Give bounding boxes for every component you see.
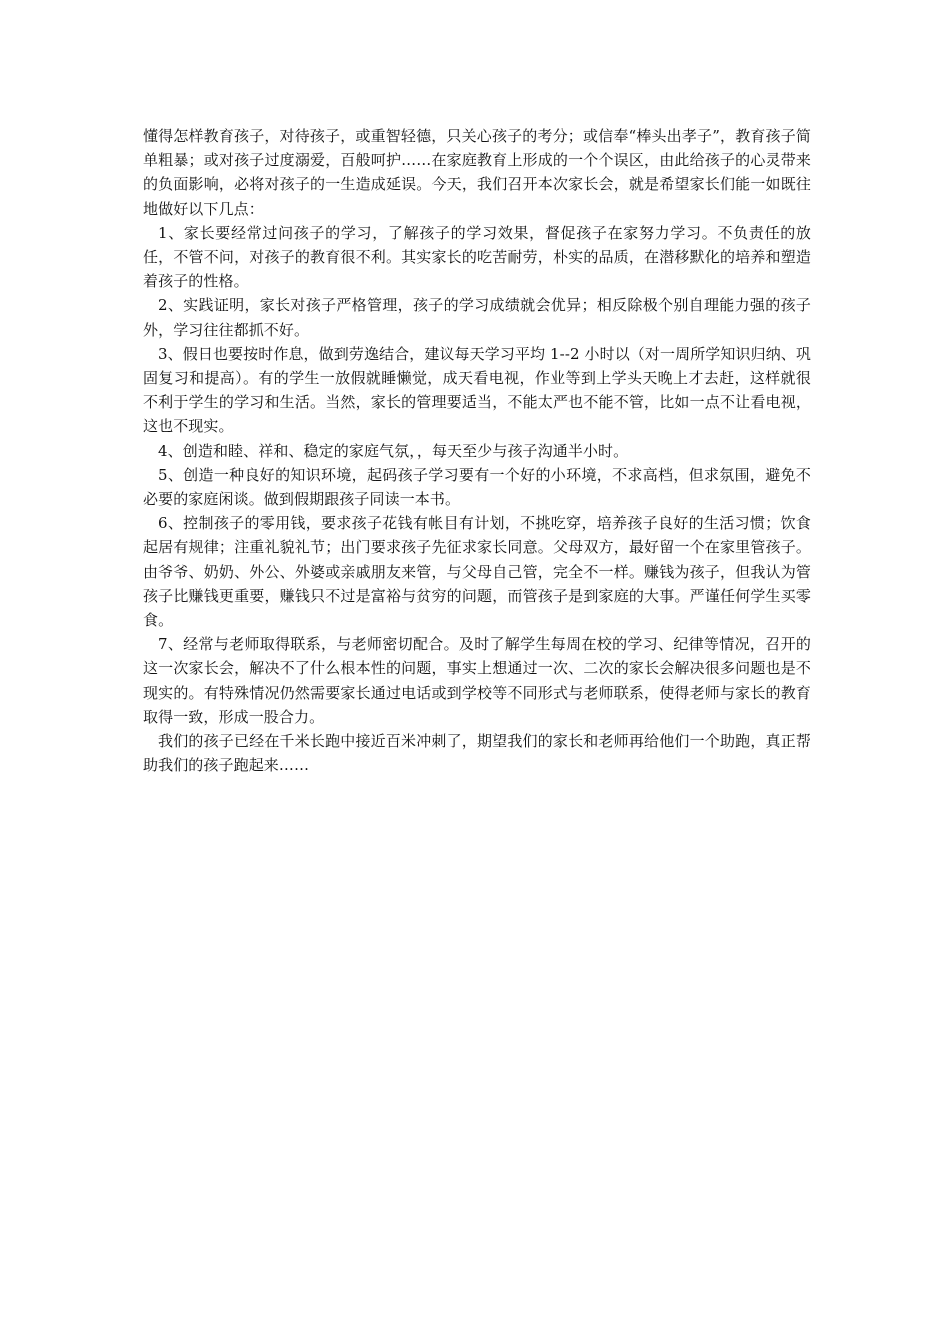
point-4-paragraph: 4、创造和睦、祥和、稳定的家庭气氛，，每天至少与孩子沟通半小时。 [158,441,629,460]
document-body [143,124,811,777]
closing-paragraph: 我们的孩子已经在千米长跑中接近百米冲刺了，期望我们的家长和老师再给他们一个助跑，真正帮助我们的孩子跑起来…… [143,732,811,775]
point-7-paragraph: 7、经常与老师取得联系，与老师密切配合。及时了解学生每周在校的学习、纪律等情况，召开的这一次家长会，解决不了什么根本性的问题，事实上想通过一次、二次的家长会解决很多问题也是不现实的。有特殊情况仍然需要家长通过电话或到学校等不同形式与老师联系，使得老师与家长的教育取得一致，形成一股合力。 [143,635,811,726]
point-6-paragraph: 6、控制孩子的零用钱，要求孩子花钱有帐目有计划，不挑吃穿，培养孩子良好的生活习惯；饮食起居有规律；注重礼貌礼节；出门要求孩子先征求家长同意。父母双方，最好留一个在家里管孩子。由爷爷、奶奶、外公、外婆或亲戚朋友来管，与父母自己管，完全不一样。赚钱为孩子，但我认为管孩子比赚钱更重要，赚钱只不过是富裕与贫穷的问题，而管孩子是到家庭的大事。严谨任何学生买零食。 [143,514,811,630]
point-5-paragraph: 5、创造一种良好的知识环境，起码孩子学习要有一个好的小环境，不求高档，但求氛围，避免不必要的家庭闲谈。做到假期跟孩子同读一本书。 [143,465,811,509]
point-2-paragraph: 2、实践证明，家长对孩子严格管理，孩子的学习成绩就会优异；相反除极个别自理能力强的孩子外，学习往往都抓不好。 [143,296,811,339]
point-3-paragraph: 3、假日也要按时作息，做到劳逸结合，建议每天学习平均 1--2 小时以（对一周所学知识归纳、巩固复习和提高）。有的学生一放假就睡懒觉，成天看电视，作业等到上学头天晚上才去赶，这样就很不利于学生的学习和生活。当然，家长的管理要适当，不能太严也不能不管，比如一点不让看电视，这也不现实。 [143,344,812,436]
point-1-paragraph: 1、家长要经常过问孩子的学习，了解孩子的学习效果，督促孩子在家努力学习。不负责任的放任，不管不问，对孩子的教育很不利。其实家长的吃苦耐劳，朴实的品质，在潜移默化的培养和塑造着孩子的性格。 [143,223,811,291]
intro-paragraph: 懂得怎样教育孩子，对待孩子，或重智轻德，只关心孩子的考分；或信奉“棒头出孝子”，教育孩子简单粗暴；或对孩子过度溺爱，百般呵护……在家庭教育上形成的一个个误区，由此给孩子的心灵带来的负面影响，必将对孩子的一生造成延误。今天，我们召开本次家长会，就是希望家长们能一如既往地做好以下几点： [143,127,811,218]
